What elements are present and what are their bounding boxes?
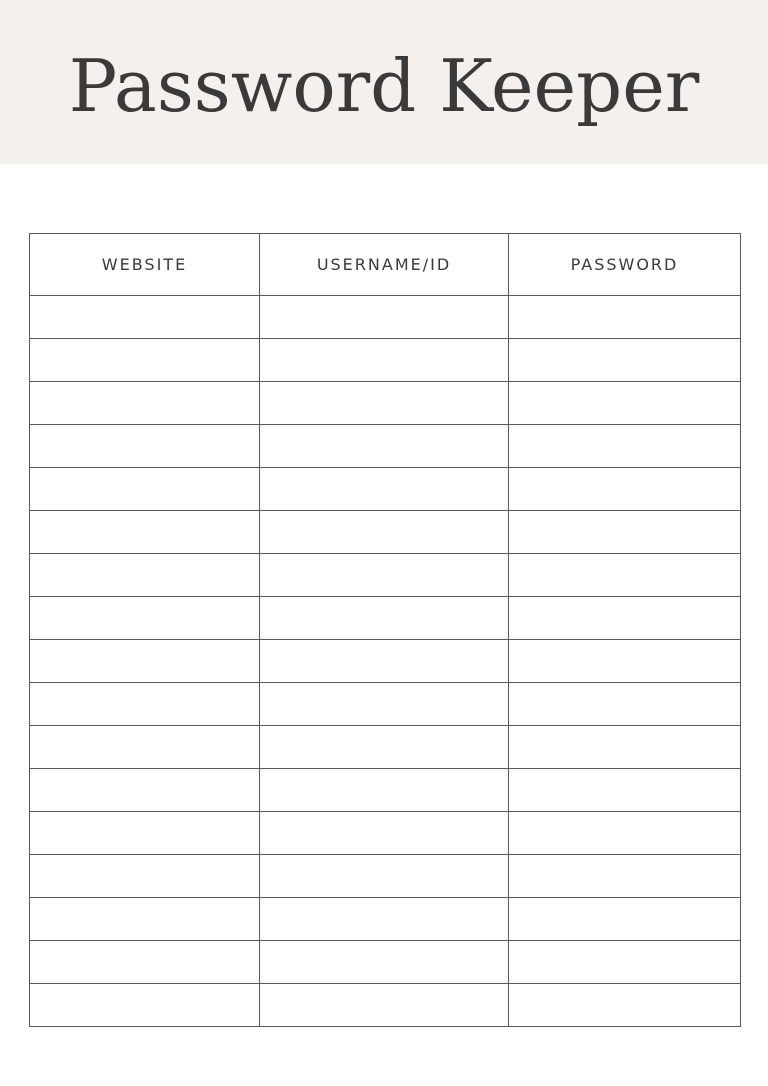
website-cell[interactable] <box>30 941 260 984</box>
username-cell[interactable] <box>260 898 509 941</box>
username-cell[interactable] <box>260 812 509 855</box>
table-row <box>30 640 741 683</box>
username-cell[interactable] <box>260 296 509 339</box>
website-cell[interactable] <box>30 554 260 597</box>
table-row <box>30 941 741 984</box>
table-row <box>30 984 741 1027</box>
website-cell[interactable] <box>30 296 260 339</box>
table-row <box>30 511 741 554</box>
website-cell[interactable] <box>30 339 260 382</box>
username-cell[interactable] <box>260 468 509 511</box>
table-row <box>30 339 741 382</box>
table-row <box>30 425 741 468</box>
table-row <box>30 898 741 941</box>
password-cell[interactable] <box>509 511 741 554</box>
password-cell[interactable] <box>509 296 741 339</box>
website-cell[interactable] <box>30 726 260 769</box>
website-cell[interactable] <box>30 984 260 1027</box>
password-cell[interactable] <box>509 726 741 769</box>
password-cell[interactable] <box>509 812 741 855</box>
username-cell[interactable] <box>260 511 509 554</box>
password-cell[interactable] <box>509 898 741 941</box>
table-row <box>30 597 741 640</box>
column-header-username: USERNAME/ID <box>260 234 509 296</box>
table-row <box>30 554 741 597</box>
website-cell[interactable] <box>30 597 260 640</box>
table-row <box>30 382 741 425</box>
username-cell[interactable] <box>260 382 509 425</box>
table-row <box>30 812 741 855</box>
username-cell[interactable] <box>260 683 509 726</box>
password-cell[interactable] <box>509 941 741 984</box>
username-cell[interactable] <box>260 339 509 382</box>
column-header-website: WEBSITE <box>30 234 260 296</box>
password-cell[interactable] <box>509 468 741 511</box>
password-table <box>29 233 741 1027</box>
password-cell[interactable] <box>509 984 741 1027</box>
password-cell[interactable] <box>509 597 741 640</box>
username-cell[interactable] <box>260 941 509 984</box>
password-cell[interactable] <box>509 855 741 898</box>
username-cell[interactable] <box>260 984 509 1027</box>
table-header-row <box>30 234 741 296</box>
password-cell[interactable] <box>509 382 741 425</box>
password-cell[interactable] <box>509 640 741 683</box>
table-row <box>30 855 741 898</box>
website-cell[interactable] <box>30 382 260 425</box>
username-cell[interactable] <box>260 425 509 468</box>
table-row <box>30 769 741 812</box>
password-cell[interactable] <box>509 425 741 468</box>
website-cell[interactable] <box>30 812 260 855</box>
website-cell[interactable] <box>30 468 260 511</box>
username-cell[interactable] <box>260 769 509 812</box>
table-row <box>30 683 741 726</box>
password-cell[interactable] <box>509 769 741 812</box>
header-band <box>0 0 768 164</box>
website-cell[interactable] <box>30 769 260 812</box>
table-row <box>30 296 741 339</box>
username-cell[interactable] <box>260 726 509 769</box>
password-cell[interactable] <box>509 683 741 726</box>
website-cell[interactable] <box>30 511 260 554</box>
website-cell[interactable] <box>30 640 260 683</box>
table-row <box>30 726 741 769</box>
website-cell[interactable] <box>30 683 260 726</box>
username-cell[interactable] <box>260 597 509 640</box>
password-cell[interactable] <box>509 554 741 597</box>
table-row <box>30 468 741 511</box>
page-title: Password Keeper <box>68 44 700 128</box>
username-cell[interactable] <box>260 640 509 683</box>
website-cell[interactable] <box>30 425 260 468</box>
website-cell[interactable] <box>30 855 260 898</box>
table-body <box>30 296 741 1027</box>
website-cell[interactable] <box>30 898 260 941</box>
username-cell[interactable] <box>260 554 509 597</box>
column-header-password: PASSWORD <box>509 234 741 296</box>
password-cell[interactable] <box>509 339 741 382</box>
username-cell[interactable] <box>260 855 509 898</box>
